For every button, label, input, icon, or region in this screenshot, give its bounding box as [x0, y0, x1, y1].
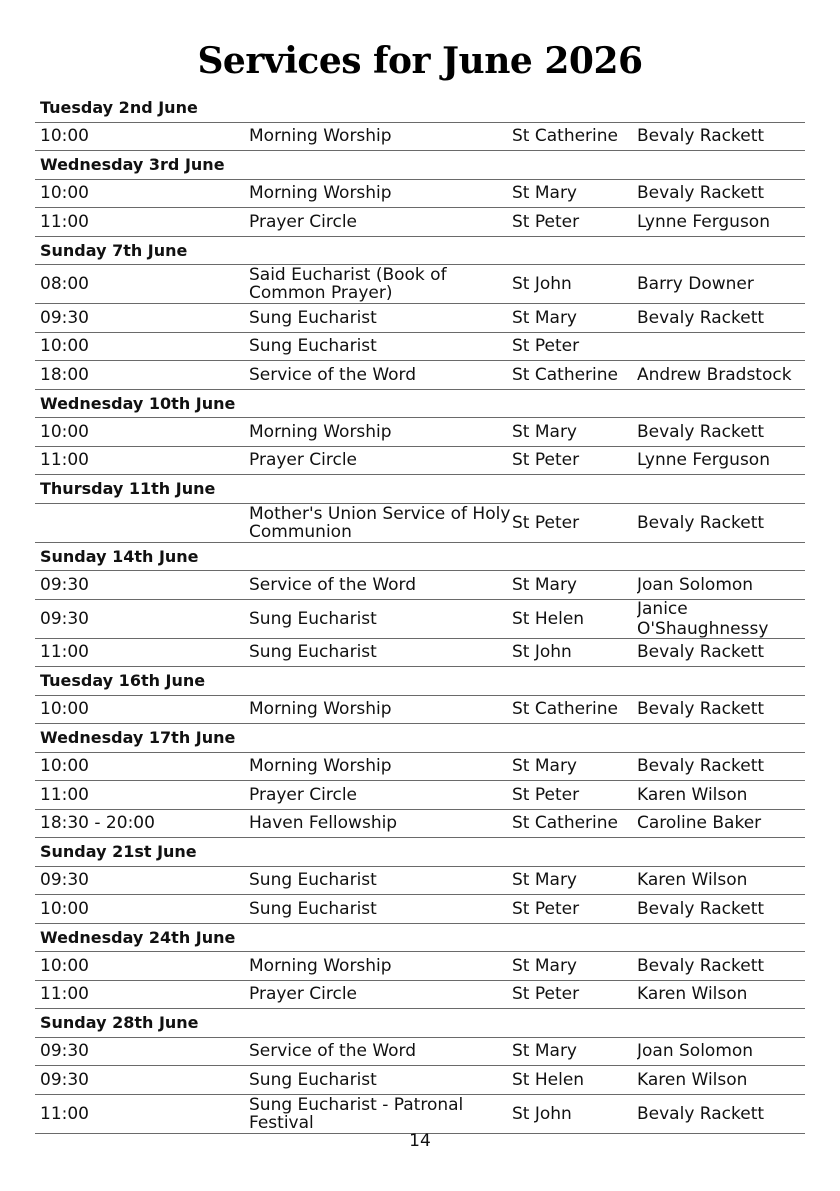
service-name: Morning Worship — [249, 127, 392, 146]
service-leader: Andrew Bradstock — [637, 364, 792, 385]
service-row — [35, 304, 805, 333]
service-church: St Peter — [512, 784, 580, 805]
service-leader: Bevaly Rackett — [637, 183, 765, 204]
service-row — [35, 571, 805, 600]
service-row — [35, 600, 805, 639]
service-row — [35, 208, 805, 237]
day-label: Wednesday 3rd June — [40, 155, 225, 175]
service-time: 10:00 — [40, 955, 89, 976]
service-row — [35, 361, 805, 390]
service-row — [35, 753, 805, 782]
service-name: Morning Worship — [249, 956, 392, 975]
service-leader: Bevaly Rackett — [637, 421, 765, 442]
service-leader: Karen Wilson — [637, 870, 748, 891]
service-time: 09:30 — [40, 1041, 89, 1062]
service-row — [35, 418, 805, 447]
service-name: Prayer Circle — [249, 985, 358, 1004]
service-church: St Catherine — [512, 364, 618, 385]
service-leader: Lynne Ferguson — [637, 211, 770, 232]
service-church: St Peter — [512, 984, 580, 1005]
service-church: St John — [512, 642, 572, 663]
service-leader: Karen Wilson — [637, 784, 748, 805]
day-label: Wednesday 10th June — [40, 393, 236, 413]
service-time: 09:30 — [40, 1069, 89, 1090]
day-header-row — [35, 390, 805, 419]
service-time: 11:00 — [40, 984, 89, 1005]
service-row — [35, 810, 805, 839]
service-row — [35, 981, 805, 1010]
service-row — [35, 952, 805, 981]
service-time: 11:00 — [40, 784, 89, 805]
service-row — [35, 1066, 805, 1095]
service-church: St Peter — [512, 450, 580, 471]
service-church: St Peter — [512, 898, 580, 919]
day-label: Tuesday 16th June — [40, 671, 206, 691]
service-row — [35, 1038, 805, 1067]
page-title: Services for June 2026 — [197, 40, 643, 82]
service-leader: Joan Solomon — [637, 1041, 754, 1062]
service-church: St Peter — [512, 336, 580, 357]
service-time: 09:30 — [40, 574, 89, 595]
service-row — [35, 895, 805, 924]
day-label: Wednesday 24th June — [40, 927, 236, 947]
services-table — [35, 94, 805, 1134]
service-leader: Bevaly Rackett — [637, 126, 765, 147]
day-header-row — [35, 1009, 805, 1038]
service-time: 09:30 — [40, 307, 89, 328]
service-time: 18:30 - 20:00 — [40, 813, 155, 834]
day-label: Sunday 7th June — [40, 240, 188, 260]
day-label: Sunday 14th June — [40, 546, 199, 566]
day-header-row — [35, 543, 805, 572]
day-label: Sunday 28th June — [40, 1013, 199, 1033]
service-name: Prayer Circle — [249, 212, 358, 231]
service-row — [35, 696, 805, 725]
service-leader: Bevaly Rackett — [637, 512, 765, 533]
service-leader: Bevaly Rackett — [637, 699, 765, 720]
service-church: St Mary — [512, 307, 577, 328]
service-church: St Catherine — [512, 126, 618, 147]
day-header-row — [35, 94, 805, 123]
service-time: 11:00 — [40, 1103, 89, 1124]
service-church: St John — [512, 1103, 572, 1124]
service-name: Sung Eucharist — [249, 899, 377, 918]
day-label: Sunday 21st June — [40, 842, 197, 862]
service-time: 11:00 — [40, 642, 89, 663]
service-church: St Mary — [512, 183, 577, 204]
service-church: St Mary — [512, 574, 577, 595]
service-name: Morning Worship — [249, 184, 392, 203]
day-label: Wednesday 17th June — [40, 728, 236, 748]
service-time: 10:00 — [40, 421, 89, 442]
service-time: 08:00 — [40, 274, 89, 294]
day-label: Thursday 11th June — [40, 479, 216, 499]
service-leader: Lynne Ferguson — [637, 450, 770, 471]
service-church: St Catherine — [512, 813, 618, 834]
day-header-row — [35, 924, 805, 953]
service-name: Sung Eucharist — [249, 609, 377, 628]
service-leader: Bevaly Rackett — [637, 756, 765, 777]
service-row — [35, 333, 805, 362]
service-name: Service of the Word — [249, 365, 417, 384]
service-row — [35, 447, 805, 476]
service-row — [35, 781, 805, 810]
service-row — [35, 639, 805, 668]
service-time: 11:00 — [40, 211, 89, 232]
service-leader: Karen Wilson — [637, 1069, 748, 1090]
service-name: Haven Fellowship — [249, 814, 398, 833]
service-name: Sung Eucharist — [249, 1070, 377, 1089]
service-leader: Bevaly Rackett — [637, 898, 765, 919]
day-header-row — [35, 838, 805, 867]
service-name: Sung Eucharist — [249, 308, 377, 327]
service-church: St Mary — [512, 421, 577, 442]
day-header-row — [35, 237, 805, 266]
service-time: 09:30 — [40, 608, 89, 629]
service-row — [35, 123, 805, 152]
service-time: 11:00 — [40, 450, 89, 471]
service-leader: Karen Wilson — [637, 984, 748, 1005]
service-name: Sung Eucharist — [249, 643, 377, 662]
service-name: Service of the Word — [249, 1042, 417, 1061]
service-name: Prayer Circle — [249, 785, 358, 804]
service-name: Morning Worship — [249, 700, 392, 719]
service-time: 10:00 — [40, 898, 89, 919]
service-church: St Helen — [512, 1069, 585, 1090]
page-number: 14 — [409, 1131, 431, 1151]
day-label: Tuesday 2nd June — [40, 98, 198, 118]
service-leader: Barry Downer — [637, 274, 754, 294]
service-time: 09:30 — [40, 870, 89, 891]
service-name: Mother's Union Service of Holy Communion — [249, 504, 511, 541]
service-time: 18:00 — [40, 364, 89, 385]
day-header-row — [35, 475, 805, 504]
service-church: St Mary — [512, 756, 577, 777]
service-leader: Joan Solomon — [637, 574, 754, 595]
service-church: St Peter — [512, 512, 580, 533]
service-name: Sung Eucharist — [249, 871, 377, 890]
service-row — [35, 504, 805, 543]
service-leader: Janice O'Shaughnessy — [637, 598, 769, 639]
service-name: Said Eucharist (Book of Common Prayer) — [249, 266, 447, 302]
service-name: Morning Worship — [249, 422, 392, 441]
service-time: 10:00 — [40, 756, 89, 777]
day-header-row — [35, 151, 805, 180]
service-row — [35, 180, 805, 209]
service-church: St Mary — [512, 870, 577, 891]
service-leader: Bevaly Rackett — [637, 1103, 765, 1124]
service-time: 10:00 — [40, 183, 89, 204]
day-header-row — [35, 724, 805, 753]
service-church: St John — [512, 274, 572, 294]
service-time: 10:00 — [40, 126, 89, 147]
service-name: Sung Eucharist — [249, 337, 377, 356]
service-church: St Catherine — [512, 699, 618, 720]
service-leader: Caroline Baker — [637, 813, 762, 834]
service-row — [35, 867, 805, 896]
service-church: St Peter — [512, 211, 580, 232]
service-row — [35, 265, 805, 304]
service-row — [35, 1095, 805, 1134]
day-header-row — [35, 667, 805, 696]
service-name: Morning Worship — [249, 757, 392, 776]
service-time: 10:00 — [40, 336, 89, 357]
service-name: Prayer Circle — [249, 451, 358, 470]
service-leader: Bevaly Rackett — [637, 642, 765, 663]
service-leader: Bevaly Rackett — [637, 307, 765, 328]
service-leader: Bevaly Rackett — [637, 955, 765, 976]
service-church: St Helen — [512, 608, 585, 629]
service-name: Service of the Word — [249, 575, 417, 594]
service-church: St Mary — [512, 955, 577, 976]
service-church: St Mary — [512, 1041, 577, 1062]
service-name: Sung Eucharist - Patronal Festival — [249, 1095, 464, 1132]
service-time: 10:00 — [40, 699, 89, 720]
